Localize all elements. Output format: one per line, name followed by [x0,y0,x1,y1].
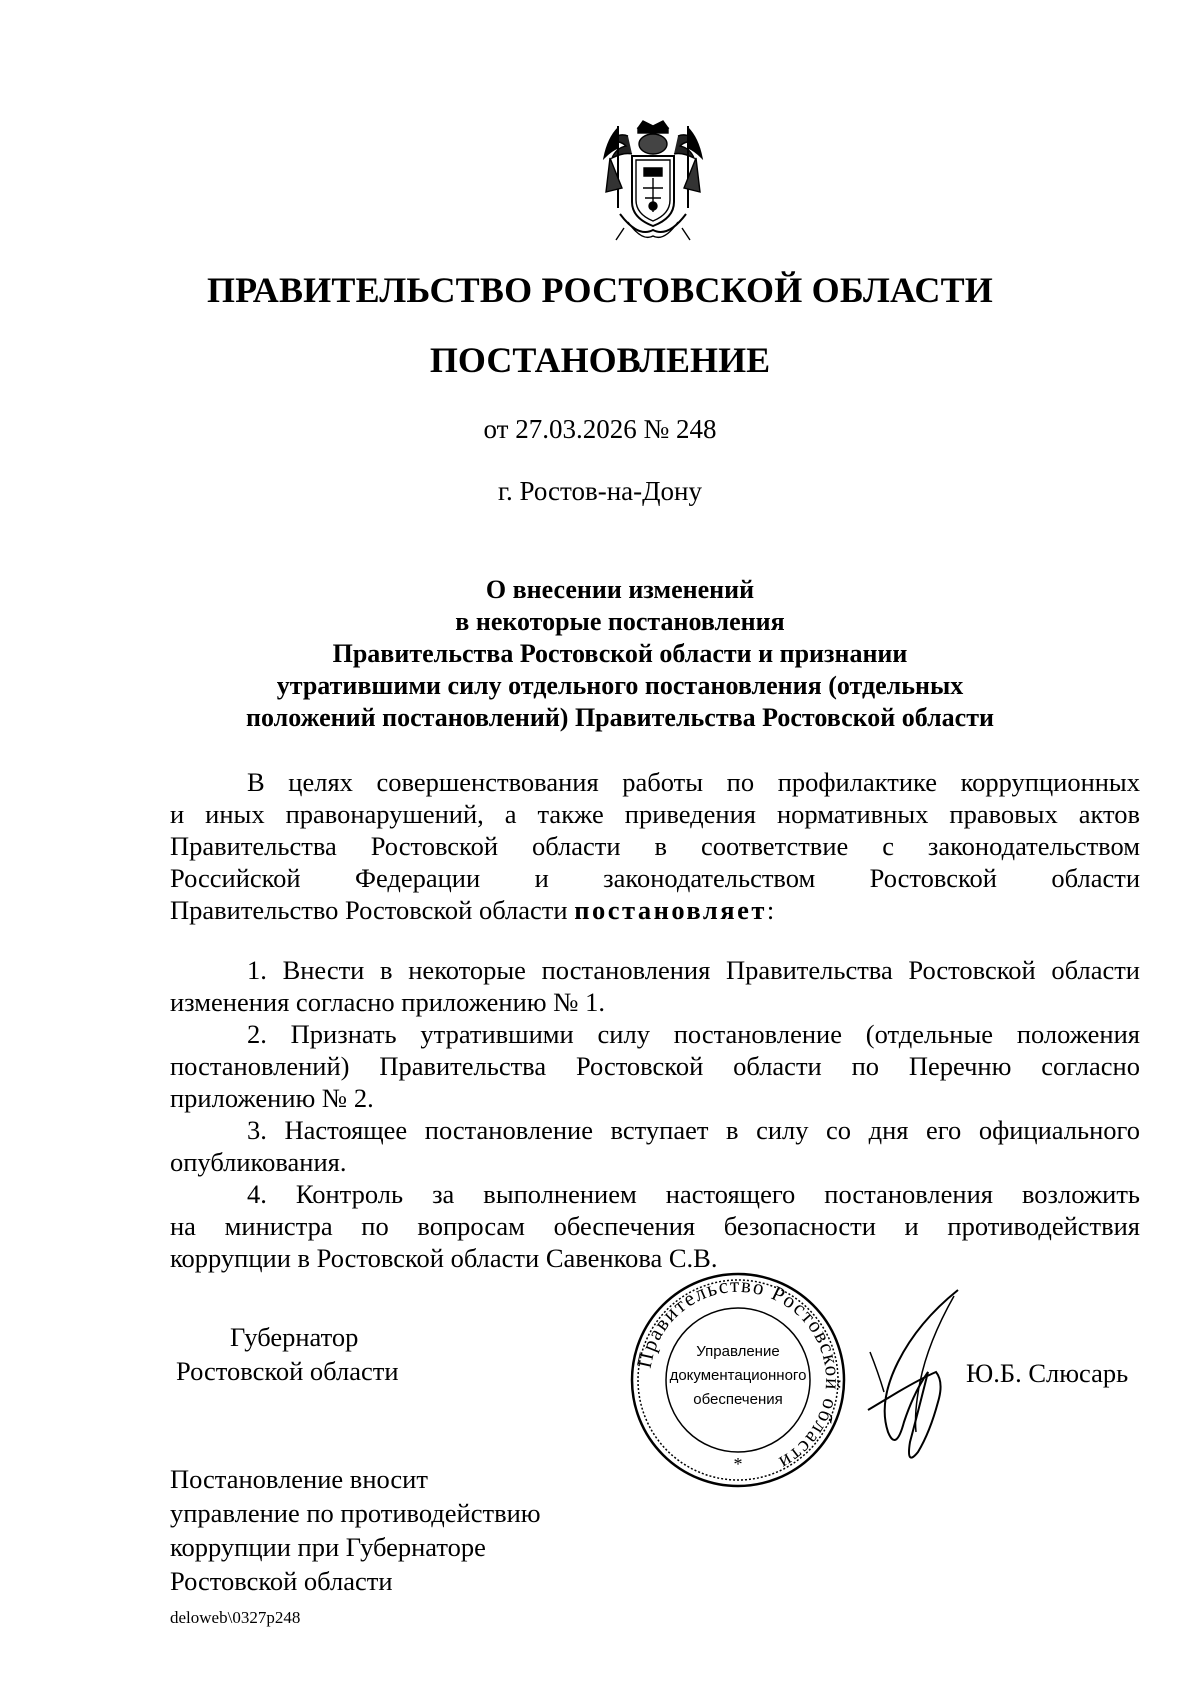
preamble-line: В целях совершенствования работы по профилактике коррупционных [247,767,1140,797]
preamble-last-prefix: Правительство Ростовской области [170,895,568,925]
preamble-line: Российской Федерации и законодательством Ростовской области [170,863,1140,893]
preamble-line: и иных правонарушений, а также приведения нормативных правовых актов [170,799,1140,829]
introducer-line: управление по противодействию [170,1498,541,1528]
seal-inner-line: Управление [696,1343,780,1360]
signatory-position-line: Ростовской области [176,1356,399,1386]
signatory-name: Ю.Б. Слюсарь [966,1358,1129,1388]
document-city: г. Ростов-на-Дону [497,476,702,506]
subject-line: утратившими силу отдельного постановления (отдельных [276,671,964,700]
item-line: коррупции в Ростовской области Савенкова С.В. [170,1243,718,1273]
resolution-item [170,1018,1140,1114]
subject-line: в некоторые постановления [455,607,785,636]
preamble-last-suffix: : [766,895,775,925]
resolves-keyword: постановляет [574,895,767,925]
introducer-note [170,1462,541,1598]
signatory-position [176,1320,399,1388]
preamble-paragraph [170,766,1140,926]
item-line: постановлений) Правительства Ростовской области по Перечню согласно [170,1051,1140,1081]
introducer-line: Ростовской области [170,1566,393,1596]
introducer-line: коррупции при Губернаторе [170,1532,486,1562]
seal-inner-line: документационного [669,1367,807,1384]
subject-line: положений постановлений) Правительства Ростовской области [246,703,994,732]
handwritten-signature [858,1282,968,1482]
resolution-item [170,1114,1140,1178]
document-type: ПОСТАНОВЛЕНИЕ [429,340,771,380]
item-line: 4. Контроль за выполнением настоящего постановления возложить [247,1179,1140,1209]
seal-outer-text: Правительство Ростовской области [631,1272,846,1476]
preamble-line: Правительства Ростовской области в соответствие с законодательством [170,831,1140,861]
resolution-item [170,954,1140,1018]
item-line: на министра по вопросам обеспечения безопасности и противодействия [170,1211,1140,1241]
item-line: 3. Настоящее постановление вступает в силу со дня его официального [247,1115,1140,1145]
resolution-item [170,1178,1140,1274]
organization-title: ПРАВИТЕЛЬСТВО РОСТОВСКОЙ ОБЛАСТИ [206,270,994,310]
seal-star: * [733,1454,743,1474]
item-line: изменения согласно приложению № 1. [170,987,605,1017]
subject-line: О внесении изменений [485,575,755,604]
document-date-number: от 27.03.2026 № 248 [483,414,717,444]
introducer-line: Постановление вносит [170,1464,428,1494]
official-seal-stamp [628,1270,848,1490]
preamble-last-line [170,894,1140,926]
resolution-items [170,954,1140,1274]
item-line: опубликования. [170,1147,347,1177]
item-line: 2. Признать утратившими силу постановление (отдельные положения [247,1019,1140,1049]
document-file-code: deloweb\0327p248 [170,1608,301,1627]
item-line: 1. Внести в некоторые постановления Правительства Ростовской области [247,955,1140,985]
coat-of-arms-icon [598,118,708,243]
seal-inner-line: обеспечения [693,1391,783,1408]
document-subject [170,574,1070,734]
item-line: приложению № 2. [170,1083,374,1113]
subject-line: Правительства Ростовской области и признании [332,639,908,668]
signatory-position-line: Губернатор [230,1322,359,1352]
